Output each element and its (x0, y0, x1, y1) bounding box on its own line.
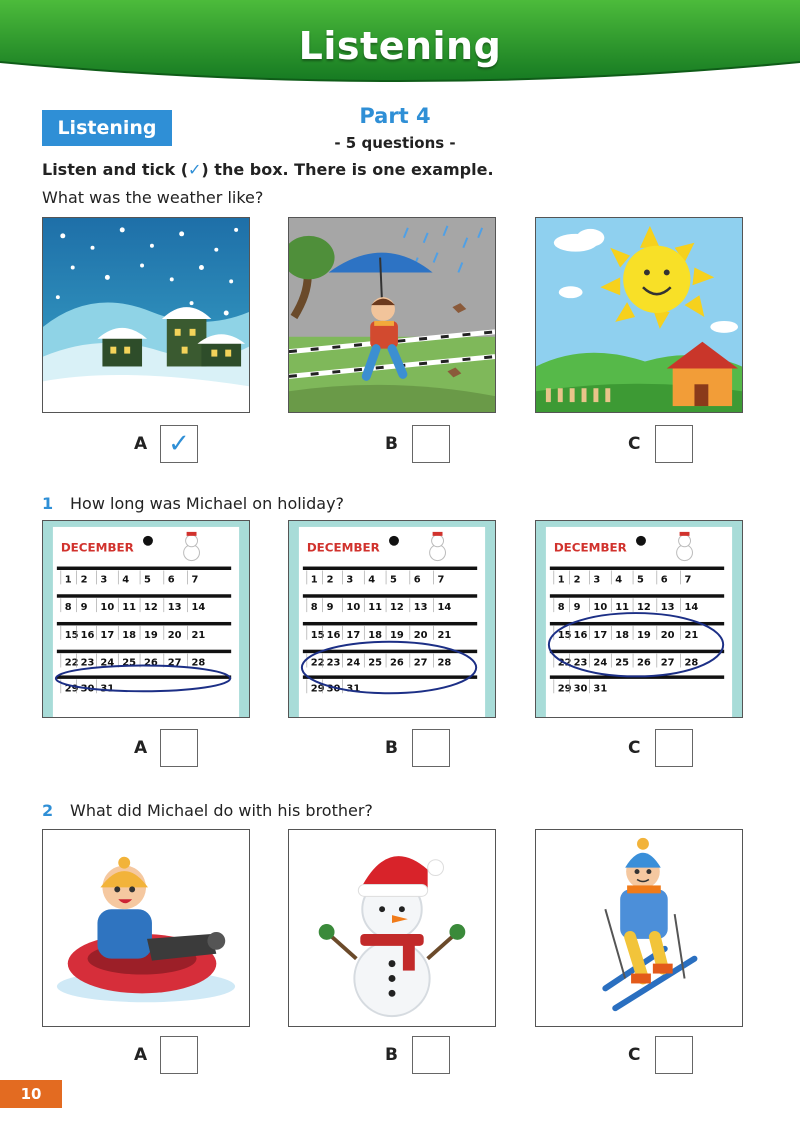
calendar-day: 30 (573, 683, 588, 695)
option-letter: B (385, 1045, 398, 1065)
calendar-day: 19 (637, 629, 651, 641)
picture-sunny-farm (535, 217, 743, 413)
option-letter: A (134, 434, 148, 454)
calendar-day: 3 (100, 574, 108, 586)
calendar-day: 15 (557, 629, 572, 641)
calendar-day: 28 (191, 657, 206, 669)
calendar-day: 27 (167, 657, 182, 669)
calendar-day: 6 (413, 574, 421, 586)
part-title: Part 4 (359, 104, 431, 128)
answer-box-q2-a[interactable] (160, 1036, 198, 1074)
calendar-day: 22 (557, 657, 572, 669)
calendar-day: 30 (326, 683, 341, 695)
calendar-day: 23 (573, 657, 588, 669)
calendar-day: 26 (144, 657, 158, 669)
calendar-month: DECEMBER (60, 540, 134, 555)
calendar-day: 1 (310, 574, 318, 586)
picture-skiing-boy (535, 829, 743, 1027)
option-letter: C (628, 738, 641, 758)
option-letter: C (628, 434, 641, 454)
answer-box-example-a[interactable]: ✓ (160, 425, 198, 463)
part-subtitle: - 5 questions - (334, 134, 456, 152)
calendar-day: 29 (310, 683, 325, 695)
calendar-day: 3 (346, 574, 354, 586)
calendar-day: 24 (346, 657, 361, 669)
calendar-day: 28 (437, 657, 452, 669)
calendar-day: 21 (684, 629, 699, 641)
option-letter: A (134, 738, 148, 758)
calendar-day: 4 (615, 574, 623, 586)
calendar-day: 31 (100, 683, 115, 695)
calendar-day: 23 (326, 657, 341, 669)
calendar-day: 27 (660, 657, 675, 669)
calendar-day: 17 (346, 629, 361, 641)
calendar-day: 12 (390, 602, 404, 614)
calendar-day: 25 (615, 657, 629, 669)
calendar-day: 9 (326, 602, 334, 614)
calendar-day: 22 (310, 657, 325, 669)
calendar-day: 23 (80, 657, 95, 669)
calendar-day: 1 (557, 574, 565, 586)
option-letter: B (385, 738, 398, 758)
calendar-day: 18 (122, 629, 136, 641)
calendar-day: 17 (100, 629, 115, 641)
question-2: 2 What did Michael do with his brother? (42, 801, 373, 820)
calendar-day: 13 (413, 602, 428, 614)
calendar-day: 5 (390, 574, 397, 586)
calendar-option-a (42, 520, 250, 718)
calendar-day: 11 (368, 602, 382, 614)
page-number: 10 (0, 1080, 62, 1108)
calendar-day: 27 (413, 657, 428, 669)
calendar-day: 10 (346, 602, 361, 614)
calendar-day: 30 (80, 683, 95, 695)
calendar-day: 10 (100, 602, 115, 614)
calendar-day: 8 (557, 602, 565, 614)
option-letter: C (628, 1045, 641, 1065)
calendar-day: 21 (191, 629, 206, 641)
calendar-day: 26 (390, 657, 404, 669)
answer-box-q1-a[interactable] (160, 729, 198, 767)
question-1: 1 How long was Michael on holiday? (42, 494, 345, 513)
calendar-month: DECEMBER (306, 540, 380, 555)
calendar-day: 14 (191, 602, 206, 614)
answer-box-example-c[interactable] (655, 425, 693, 463)
calendar-hole-icon (636, 536, 646, 546)
answer-box-example-b[interactable] (412, 425, 450, 463)
calendar-day: 2 (326, 574, 334, 586)
calendar-day: 31 (593, 683, 608, 695)
instruction: Listen and tick (✓) the box. There is one example. (42, 160, 494, 179)
calendar-day: 24 (100, 657, 115, 669)
calendar-day: 11 (615, 602, 629, 614)
calendar-day: 8 (64, 602, 72, 614)
calendar-day: 20 (660, 629, 675, 641)
calendar-day: 2 (80, 574, 88, 586)
calendar-day: 4 (122, 574, 130, 586)
calendar-day: 16 (573, 629, 588, 641)
calendar-day: 19 (144, 629, 158, 641)
calendar-day: 11 (122, 602, 136, 614)
calendar-day: 4 (368, 574, 376, 586)
calendar-day: 10 (593, 602, 608, 614)
option-letter: A (134, 1045, 148, 1065)
calendar-day: 25 (122, 657, 136, 669)
calendar-day: 12 (144, 602, 158, 614)
calendar-day: 7 (684, 574, 692, 586)
calendar-day: 12 (637, 602, 651, 614)
calendar-hole-icon (389, 536, 399, 546)
page-title: Listening (298, 24, 502, 68)
calendar-day: 15 (310, 629, 325, 641)
calendar-day: 7 (437, 574, 445, 586)
calendar-hole-icon (143, 536, 153, 546)
calendar-option-c (535, 520, 743, 718)
calendar-day: 14 (684, 602, 699, 614)
calendar-day: 29 (64, 683, 79, 695)
calendar-day: 19 (390, 629, 404, 641)
tick-mark-icon: ✓ (188, 160, 202, 179)
calendar-day: 9 (573, 602, 581, 614)
picture-snowman (288, 829, 496, 1027)
calendar-day: 14 (437, 602, 452, 614)
option-letter: B (385, 434, 398, 454)
answer-box-q1-c[interactable] (655, 729, 693, 767)
calendar-day: 9 (80, 602, 88, 614)
calendar-day: 16 (80, 629, 95, 641)
calendar-day: 5 (144, 574, 151, 586)
calendar-day: 5 (637, 574, 644, 586)
calendar-day: 17 (593, 629, 608, 641)
calendar-day: 20 (167, 629, 182, 641)
calendar-day: 28 (684, 657, 699, 669)
calendar-option-b (288, 520, 496, 718)
calendar-month: DECEMBER (553, 540, 627, 555)
calendar-day: 26 (637, 657, 651, 669)
picture-sledging-boy (42, 829, 250, 1027)
calendar-day: 7 (191, 574, 199, 586)
calendar-day: 20 (413, 629, 428, 641)
picture-snowy-village (42, 217, 250, 413)
answer-box-q2-b[interactable] (412, 1036, 450, 1074)
calendar-day: 18 (368, 629, 382, 641)
calendar-day: 24 (593, 657, 608, 669)
calendar-day: 13 (167, 602, 182, 614)
calendar-day: 8 (310, 602, 318, 614)
calendar-day: 29 (557, 683, 572, 695)
answer-box-q1-b[interactable] (412, 729, 450, 767)
calendar-day: 21 (437, 629, 452, 641)
answer-box-q2-c[interactable] (655, 1036, 693, 1074)
calendar-day: 25 (368, 657, 382, 669)
calendar-day: 2 (573, 574, 581, 586)
example-question: What was the weather like? (42, 188, 264, 207)
calendar-day: 13 (660, 602, 675, 614)
calendar-day: 18 (615, 629, 629, 641)
calendar-day: 22 (64, 657, 79, 669)
calendar-day: 31 (346, 683, 361, 695)
calendar-day: 3 (593, 574, 601, 586)
calendar-day: 15 (64, 629, 79, 641)
picture-rainy-boy (288, 217, 496, 413)
calendar-day: 16 (326, 629, 341, 641)
section-tab: Listening (42, 110, 172, 146)
calendar-day: 6 (660, 574, 668, 586)
calendar-day: 6 (167, 574, 175, 586)
calendar-day: 1 (64, 574, 72, 586)
